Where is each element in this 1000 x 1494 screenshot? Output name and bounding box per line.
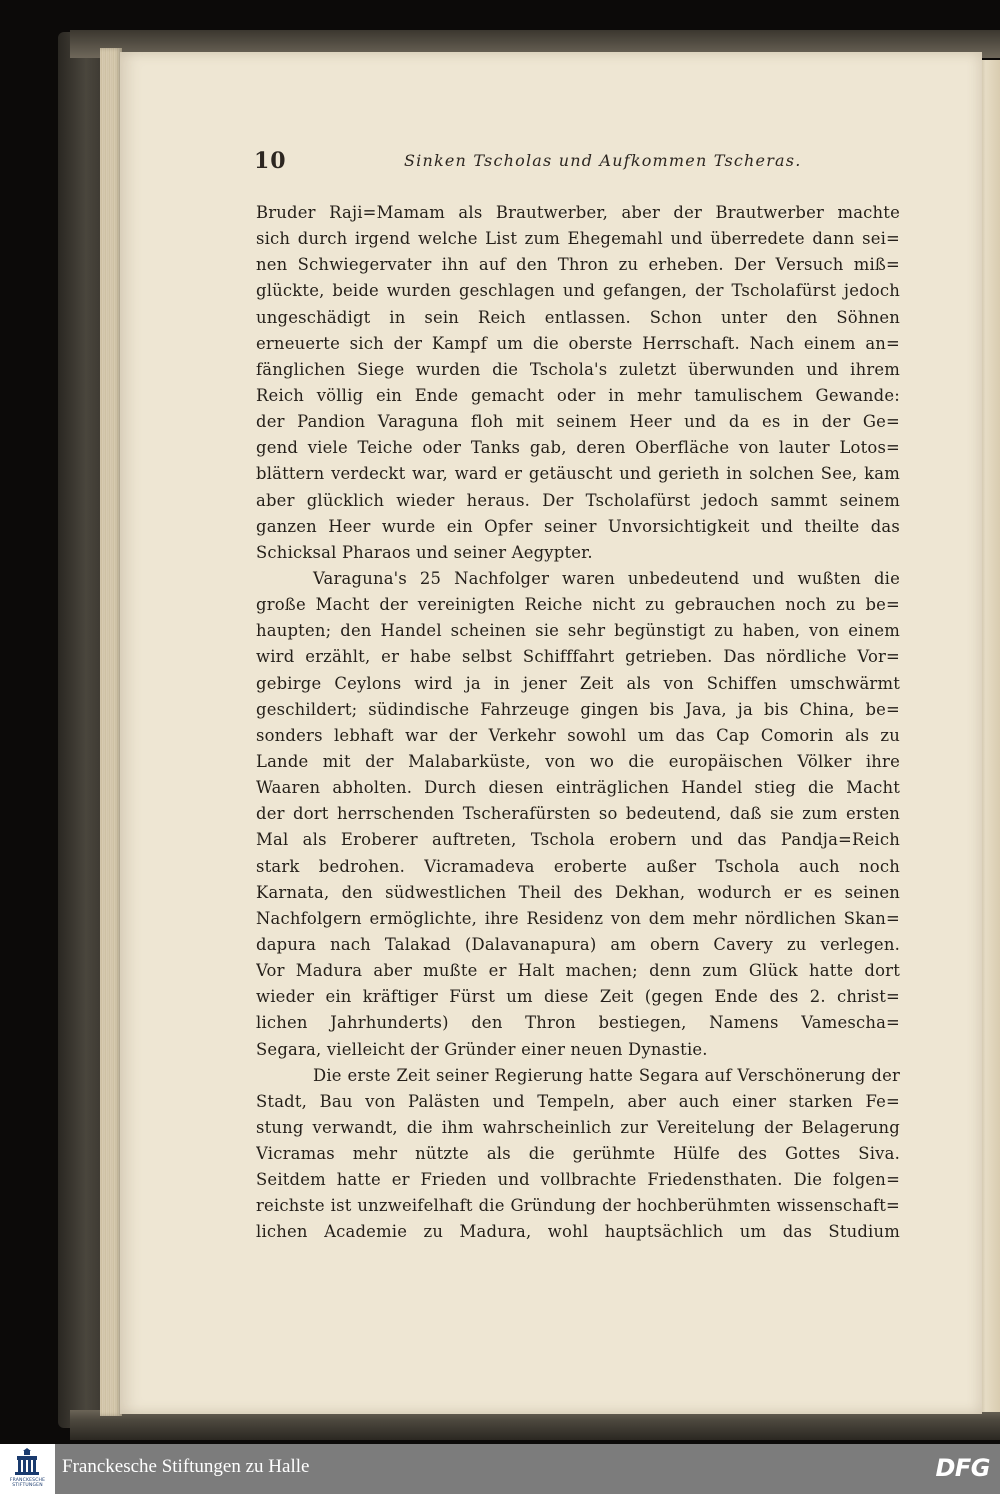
text-line: der dort herrschenden Tscherafürsten so bedeutend, daß sie zum ersten	[256, 804, 900, 824]
text-line: ungeschädigt in sein Reich entlassen. Schon unter den Söhnen	[256, 307, 900, 327]
page-header	[254, 148, 904, 182]
text-line: Nachfolgern ermöglichte, ihre Residenz von dem mehr nördlichen Skan=	[256, 908, 900, 928]
text-line: dapura nach Talakad (Dalavanapura) am obern Cavery zu verlegen.	[256, 934, 900, 954]
text-line: wird erzählt, er habe selbst Schifffahrt getrieben. Das nördliche Vor=	[256, 647, 900, 667]
text-line: stung verwandt, die ihm wahrscheinlich zur Vereitelung der Belagerung	[256, 1117, 900, 1137]
text-line: gebirge Ceylons wird ja in jener Zeit als von Schiffen umschwärmt	[256, 673, 900, 693]
running-title: Sinken Tscholas und Aufkommen Tscheras.	[404, 151, 802, 170]
text-line: Varaguna's 25 Nachfolger waren unbedeutend und wußten die	[313, 568, 900, 588]
text-line: Stadt, Bau von Palästen und Tempeln, aber auch einer starken Fe=	[256, 1091, 900, 1111]
text-line: lichen Jahrhunderts) den Thron bestiegen, Namens Vamescha=	[256, 1013, 900, 1033]
text-line: ganzen Heer wurde ein Opfer seiner Unvorsichtigkeit und theilte das	[256, 516, 900, 536]
viewer-footer	[0, 1444, 1000, 1494]
text-line: Seitdem hatte er Frieden und vollbrachte Friedensthaten. Die folgen=	[256, 1170, 900, 1190]
page-number: 10	[254, 148, 287, 174]
text-line: Segara, vielleicht der Gründer einer neuen Dynastie.	[256, 1039, 708, 1059]
text-line: Vor Madura aber mußte er Halt machen; denn zum Glück hatte dort	[256, 961, 900, 981]
page-edges	[100, 48, 122, 1416]
logo-caption: FRANCKESCHE STIFTUNGEN	[9, 1478, 46, 1488]
text-line: Lande mit der Malabarküste, von wo die europäischen Völker ihre	[256, 751, 900, 771]
text-line: große Macht der vereinigten Reiche nicht zu gebrauchen noch zu be=	[256, 595, 900, 615]
text-line: geschildert; südindische Fahrzeuge gingen bis Java, ja bis China, be=	[256, 699, 900, 719]
text-line: glückte, beide wurden geschlagen und gefangen, der Tscholafürst jedoch	[256, 281, 900, 301]
text-line: haupten; den Handel scheinen sie sehr begünstigt zu haben, von einem	[256, 621, 900, 641]
text-line: der Pandion Varaguna floh mit seinem Heer und da es in der Ge=	[256, 412, 900, 432]
text-line: erneuerte sich der Kampf um die oberste Herrschaft. Nach einem an=	[256, 333, 900, 353]
text-line: nen Schwiegervater ihn auf den Thron zu erheben. Der Versuch miß=	[256, 255, 900, 275]
text-line: Die erste Zeit seiner Regierung hatte Segara auf Verschönerung der	[313, 1065, 900, 1085]
body-text	[256, 200, 900, 1246]
institution-logo[interactable]	[0, 1444, 55, 1494]
francke-foundation-logo-icon	[13, 1448, 41, 1476]
text-line: aber glücklich wieder heraus. Der Tscholafürst jedoch sammt seinem	[256, 490, 900, 510]
text-line: gend viele Teiche oder Tanks gab, deren Oberfläche von lauter Lotos=	[256, 438, 900, 458]
text-line: reichste ist unzweifelhaft die Gründung der hochberühmten wissenschaft=	[256, 1196, 900, 1216]
text-line: Reich völlig ein Ende gemacht oder in mehr tamulischem Gewande:	[256, 385, 900, 405]
text-line: Mal als Eroberer auftreten, Tschola erobern und das Pandja=Reich	[256, 830, 900, 850]
book-cover-bottom-edge	[70, 1410, 1000, 1440]
text-line: Vicramas mehr nützte als die gerühmte Hülfe des Gottes Siva.	[256, 1144, 900, 1164]
text-line: wieder ein kräftiger Fürst um diese Zeit (gegen Ende des 2. christ=	[256, 987, 900, 1007]
institution-name: Franckesche Stiftungen zu Halle	[62, 1456, 310, 1477]
text-line: Schicksal Pharaos und seiner Aegypter.	[256, 542, 593, 562]
text-line: Karnata, den südwestlichen Theil des Dekhan, wodurch er es seinen	[256, 882, 900, 902]
dfg-logo[interactable]: DFG	[935, 1454, 990, 1482]
text-line: sich durch irgend welche List zum Ehegemahl und überredete dann sei=	[256, 229, 900, 249]
text-line: stark bedrohen. Vicramadeva eroberte außer Tschola auch noch	[256, 856, 900, 876]
text-line: Waaren abholten. Durch diesen einträglichen Handel stieg die Macht	[256, 778, 900, 798]
text-line: lichen Academie zu Madura, wohl hauptsächlich um das Studium	[256, 1222, 900, 1242]
text-line: Bruder Raji=Mamam als Brautwerber, aber der Brautwerber machte	[256, 203, 900, 222]
text-line: blättern verdeckt war, ward er getäuscht und gerieth in solchen See, kam	[256, 464, 900, 484]
text-line: sonders lebhaft war der Verkehr sowohl um das Cap Comorin als zu	[256, 725, 900, 745]
text-line: fänglichen Siege wurden die Tschola's zuletzt überwunden und ihrem	[256, 359, 900, 379]
